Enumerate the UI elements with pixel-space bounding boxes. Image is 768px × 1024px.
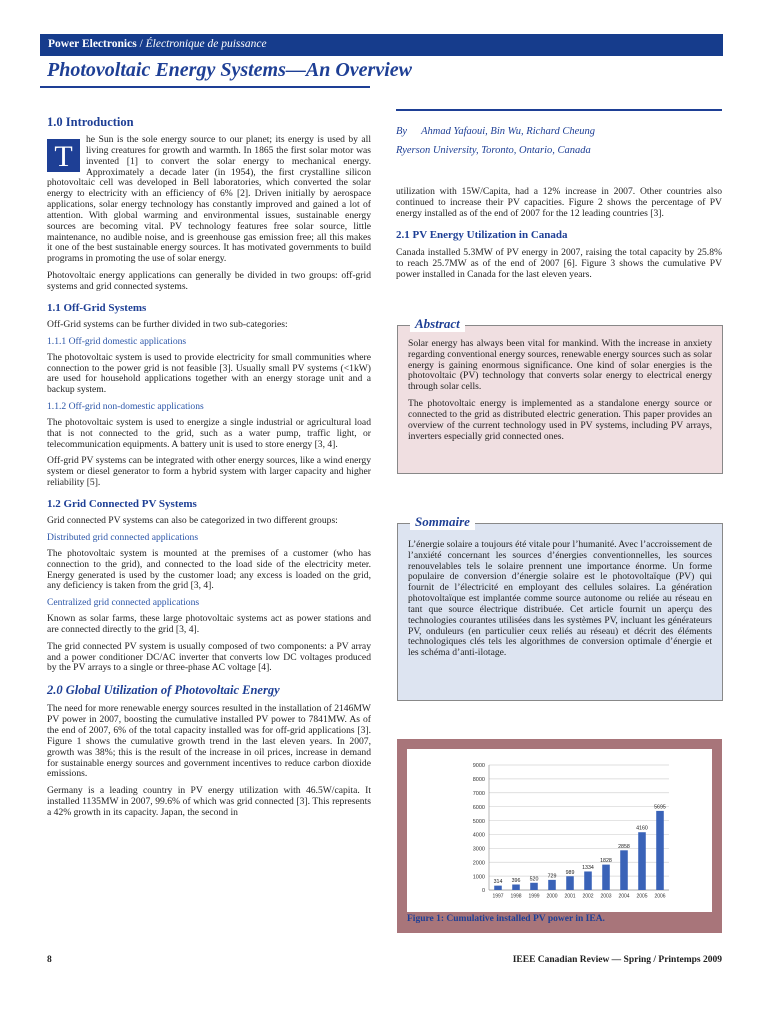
data-label: 1828: [600, 858, 612, 865]
offgrid-heading: 1.1 Off-Grid Systems: [47, 301, 147, 314]
article-title: Photovoltaic Energy Systems—An Overview: [47, 59, 412, 81]
x-tick-label: 2001: [564, 893, 576, 900]
y-tick-label: 8000: [472, 777, 485, 784]
global-utilization-heading: 2.0 Global Utilization of Photovoltaic Energy: [47, 683, 280, 698]
abstract-paragraph-2: The photovoltaic energy is implemented as a standalone energy source or connected to the grid as distributed electric generation. This paper provides an overview of the current technology used in PV systems, including PV arrays, inverters especially grid connected ones.: [408, 398, 712, 442]
abstract-box: [397, 316, 723, 474]
y-tick-label: 6000: [472, 804, 485, 811]
y-tick-label: 5000: [472, 818, 485, 825]
byline-by: By: [396, 126, 408, 137]
section-banner: [40, 34, 723, 56]
centralized-heading: Centralized grid connected applications: [47, 597, 200, 609]
x-tick-label: 1998: [510, 893, 522, 900]
y-tick-label: 0: [481, 888, 485, 895]
x-tick-label: 2004: [618, 893, 630, 900]
x-tick-label: 2000: [546, 893, 558, 900]
offgrid-domestic-heading: 1.1.1 Off-grid domestic applications: [47, 335, 187, 347]
figure-caption: Figure 1: Cumulative installed PV power in IEA.: [407, 914, 605, 924]
title-rule: [40, 86, 370, 88]
x-tick-label: 2005: [636, 893, 648, 900]
offgrid-paragraph: Off-Grid systems can be further divided in two sub-categories:: [47, 319, 288, 331]
offgrid-nondomestic-paragraph: The photovoltaic system is used to energize a single industrial or agricultural load that is not connected to the grid, such as a water pump, traffic light, or telecommunication equipments. A battery unit is used to store energy [3, 4].: [47, 416, 371, 450]
data-label: 1334: [582, 864, 594, 871]
x-tick-label: 2006: [654, 893, 666, 900]
bar-chart: [407, 749, 712, 912]
distributed-heading: Distributed grid connected applications: [47, 532, 199, 544]
byline-authors: Ahmad Yafaoui, Bin Wu, Richard Cheung: [421, 126, 596, 137]
data-label: 2858: [618, 843, 630, 850]
data-label: 4160: [636, 825, 648, 832]
bar: [602, 865, 610, 890]
x-tick-label: 1997: [492, 893, 504, 900]
data-label: 520: [529, 876, 539, 883]
abstract-label: Abstract: [410, 316, 465, 332]
bar: [584, 871, 592, 890]
grid-connected-heading: 1.2 Grid Connected PV Systems: [47, 497, 197, 510]
centralized-paragraph: Known as solar farms, these large photovoltaic systems act as power stations and are connected directly to the grid [3, 4].: [47, 613, 371, 635]
drop-cap: T: [47, 139, 80, 172]
sommaire-body: [408, 540, 712, 665]
y-tick-label: 2000: [472, 860, 485, 867]
y-tick-label: 4000: [472, 832, 485, 839]
global-utilization-paragraph: The need for more renewable energy sources resulted in the installation of 2146MW PV power in 2007, boosting the cumulative installed PV power to 7841MW. As of the end of 2007, 6% of the total capacity installed was for off-grid applications [3]. Figure 1 shows the cumulative growth trend in the last eleven years. In 2007, growth was 38%; this is the result of the increase in oil prices, increase in demand for sustainable energy sources and government incentives to reduce carbon dioxide emissions.: [47, 703, 371, 780]
bar: [512, 885, 520, 891]
byline-affiliation: Ryerson University, Toronto, Ontario, Canada: [396, 145, 591, 156]
bar: [530, 883, 538, 890]
germany-paragraph: Germany is a leading country in PV energy utilization with 46.5W/capita. It installed 1135MW in 2007, 99.6% of which was grid connected [3]. This represents a 42% growth in its capacity. Japan, the second in: [47, 785, 371, 818]
abstract-body: [408, 339, 712, 448]
data-label: 729: [547, 873, 557, 880]
offgrid-domestic-paragraph: The photovoltaic system is used to provide electricity for small communities where connection to the power grid is not feasible [3]. Usually small PV systems (<1kW) are used for household applications together with an energy storage unit and a backup system.: [47, 351, 371, 396]
bar: [548, 880, 556, 890]
intro-paragraph-2: Photovoltaic energy applications can generally be divided in two groups: off-grid systems and grid connected systems.: [47, 270, 371, 292]
y-tick-label: 7000: [472, 790, 485, 797]
byline-rule: [396, 109, 722, 111]
canada-paragraph: Canada installed 5.3MW of PV energy in 2007, raising the total capacity by 25.8% to reach 25.7MW as of the end of 2007 [6]. Figure 3 shows the cumulative PV power installed in Canada for the last eleven years.: [396, 246, 722, 280]
left-column: [47, 107, 371, 825]
data-label: 396: [511, 878, 521, 884]
journal-footer: IEEE Canadian Review — Spring / Printemps 2009: [512, 955, 722, 965]
byline-authors-line: [396, 126, 595, 137]
y-tick-label: 9000: [472, 763, 485, 770]
continued-paragraph: utilization with 15W/Capita, had a 12% increase in 2007. Other countries also continued to increase their PV capacities. Figure 2 shows the percentage of PV energy installed as of the end of 2007 for the 12 leading countries [3].: [396, 186, 722, 219]
grid-connected-paragraph: Grid connected PV systems can also be categorized in two different groups:: [47, 515, 338, 527]
x-tick-label: 2003: [600, 893, 612, 900]
data-label: 314: [493, 879, 503, 886]
intro-heading: 1.0 Introduction: [47, 115, 134, 129]
section-separator: /: [136, 38, 146, 50]
x-tick-label: 2002: [582, 893, 594, 900]
bar: [494, 886, 502, 890]
offgrid-hybrid-paragraph: Off-grid PV systems can be integrated with other energy sources, like a wind energy system or diesel generator to form a hybrid system with larger capacity and higher reliability [5].: [47, 455, 371, 489]
bar: [638, 832, 646, 890]
section-label-fr: Électronique de puissance: [145, 38, 267, 50]
components-paragraph: The grid connected PV system is usually composed of two components: a PV array and a power conditioner DC/AC inverter that converts low DC voltages produced by the PV arrays to a single or three-phase AC voltage [4].: [47, 640, 371, 674]
canada-heading: 2.1 PV Energy Utilization in Canada: [396, 229, 568, 242]
y-tick-label: 3000: [472, 846, 485, 853]
sommaire-paragraph: L’énergie solaire a toujours été vitale pour l’humanité. Avec l’accroissement de l’anxiété concernant les sources d’énergies conventionnelles, les sources renouvelables tels le solaire prennent une importance énorme. Un forme populaire de conversion d’énergie solaire est le photovoltaïque (PV) qui fournit de l’électricité en employant des cellules solaires. La génération photovoltaïque est implantée comme source autonome ou reliée au réseau en tant que source électrique distribuée. Cet article fournit un aperçu des technologies courantes utilisées dans les systèmes PV, incluant les générateurs PV, onduleurs (en particulier ceux reliés au réseau) et décrit des éléments technologiques clés tels les algorithmes de conversion optimale d’énergie et les schéma d’anti-ilotage.: [408, 539, 712, 659]
y-tick-label: 1000: [472, 874, 485, 881]
page-number: 8: [47, 955, 52, 965]
figure-chart-area: [407, 749, 712, 912]
bar: [566, 876, 574, 890]
x-tick-label: 1999: [528, 893, 540, 900]
data-label: 989: [565, 869, 575, 876]
sommaire-box: [397, 514, 723, 701]
bar: [656, 811, 664, 890]
abstract-paragraph-1: Solar energy has always been vital for mankind. With the increase in anxiety regarding conventional energy sources, renewable energy sources such as solar energy is gaining enormous significance. One kind of solar energies is the photovoltaic (PV) technology that converts solar energy to electrical energy through solar cells.: [408, 338, 712, 393]
sommaire-label: Sommaire: [410, 514, 475, 530]
bar: [620, 850, 628, 890]
section-label-en: Power Electronics: [48, 38, 137, 50]
offgrid-nondomestic-heading: 1.1.2 Off-grid non-domestic applications: [47, 401, 204, 413]
intro-text: he Sun is the sole energy source to our planet; its energy is used by all living creatures for growth and warmth. In 1865 the first solar motor was invented [1] to convert the solar energy to mechanical energy. Approximately a decade later (in 1954), the first crystalline silicon photovoltaic cell was developed in Bell laboratories, which converted the solar energy to electricity with an efficiency of 6% [2]. Driven initially by aerospace applications, solar energy technology has constantly improved and gained a lot of attention. With global warming and environmental issues, sustainable energy sources are becoming vital. PV technology features free solar source, little maintenance, no audible noise, and is greenhouse gas emission free; all this makes it one of the best sustainable energy sources. It has motivated governments to build programs in promoting the use of solar energy.: [47, 134, 371, 265]
data-label: 5695: [654, 804, 666, 811]
intro-paragraph: [47, 135, 371, 265]
right-column: [396, 187, 722, 286]
distributed-paragraph: The photovoltaic system is mounted at the premises of a customer (who has connection to the grid), and connected to the load side of the electricity meter. Energy generated is used by the customer load; any excess is loaded on the grid, any deficiency is taken from the grid [3, 4].: [47, 547, 371, 592]
figure-frame: [397, 739, 722, 933]
